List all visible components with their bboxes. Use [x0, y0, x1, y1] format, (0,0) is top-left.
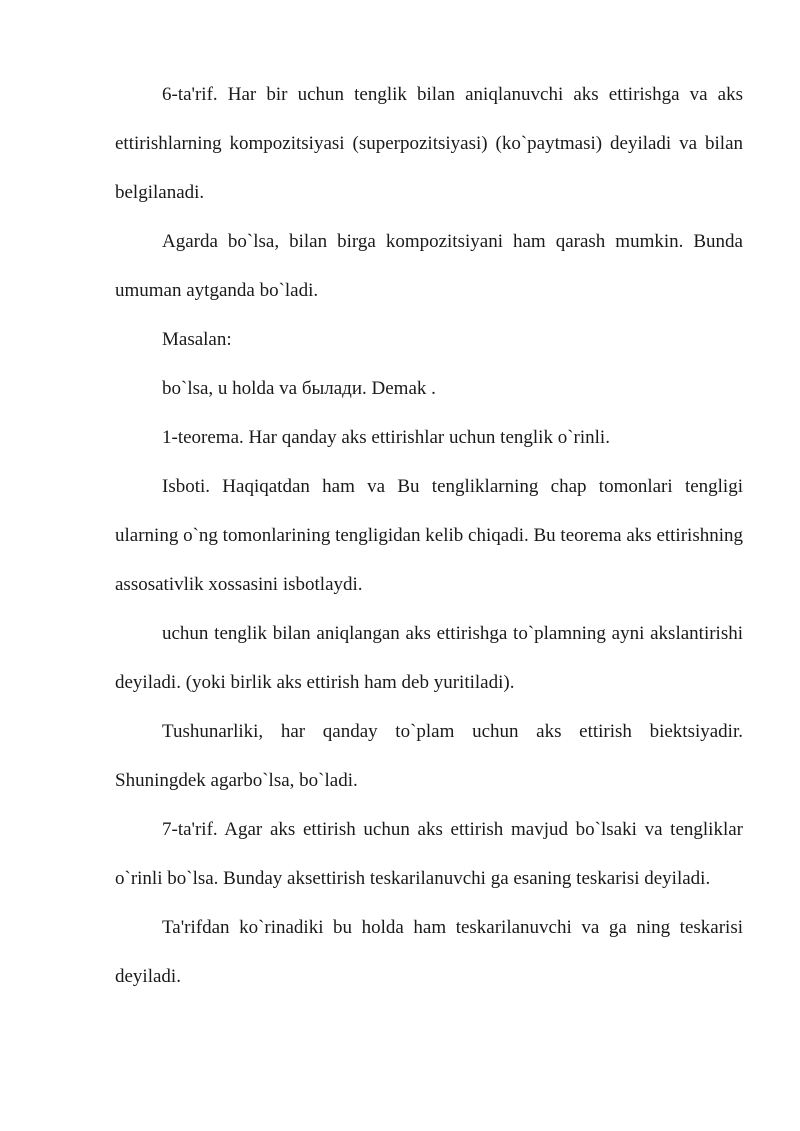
paragraph-example-body: bo`lsa, u holda va былади. Demak . — [162, 378, 436, 399]
paragraph-definition-7: 7-ta'rif. Agar aks ettirish uchun aks ettirish mavjud bo`lsaki va tengliklar o`rinli bo`lsa. Bunday aksettirish teskarilanuvchi ga esaning teskarisi deyiladi. — [115, 819, 743, 889]
paragraph-bijection-note: Tushunarliki, har qanday to`plam uchun aks ettirish biektsiyadir. Shuningdek agarbo`lsa, bo`ladi. — [115, 721, 743, 791]
paragraph-example-heading: Masalan: — [162, 329, 232, 350]
paragraph-composition-note: Agarda bo`lsa, bilan birga kompozitsiyani ham qarash mumkin. Bunda umuman aytganda bo`ladi. — [115, 231, 743, 301]
paragraph-definition-6: 6-ta'rif. Har bir uchun tenglik bilan aniqlanuvchi aks ettirishga va aks ettirishlarning kompozitsiyasi (superpozitsiyasi) (ko`paytmasi) deyiladi va bilan belgilanadi. — [115, 84, 743, 203]
paragraph-identity-map: uchun tenglik bilan aniqlangan aks ettirishga to`plamning ayni akslantirishi deyiladi. (yoki birlik aks ettirish ham deb yuritiladi). — [115, 623, 743, 693]
paragraph-inverse-note: Ta'rifdan ko`rinadiki bu holda ham teskarilanuvchi va ga ning teskarisi deyiladi. — [115, 917, 743, 987]
document-page — [115, 70, 743, 1001]
paragraph-theorem-1: 1-teorema. Har qanday aks ettirishlar uchun tenglik o`rinli. — [162, 427, 610, 448]
paragraph-proof: Isboti. Haqiqatdan ham va Bu tengliklarning chap tomonlari tengligi ularning o`ng tomonlarining tengligidan kelib chiqadi. Bu teorema aks ettirishning assosativlik xossasini isbotlaydi. — [115, 476, 743, 595]
